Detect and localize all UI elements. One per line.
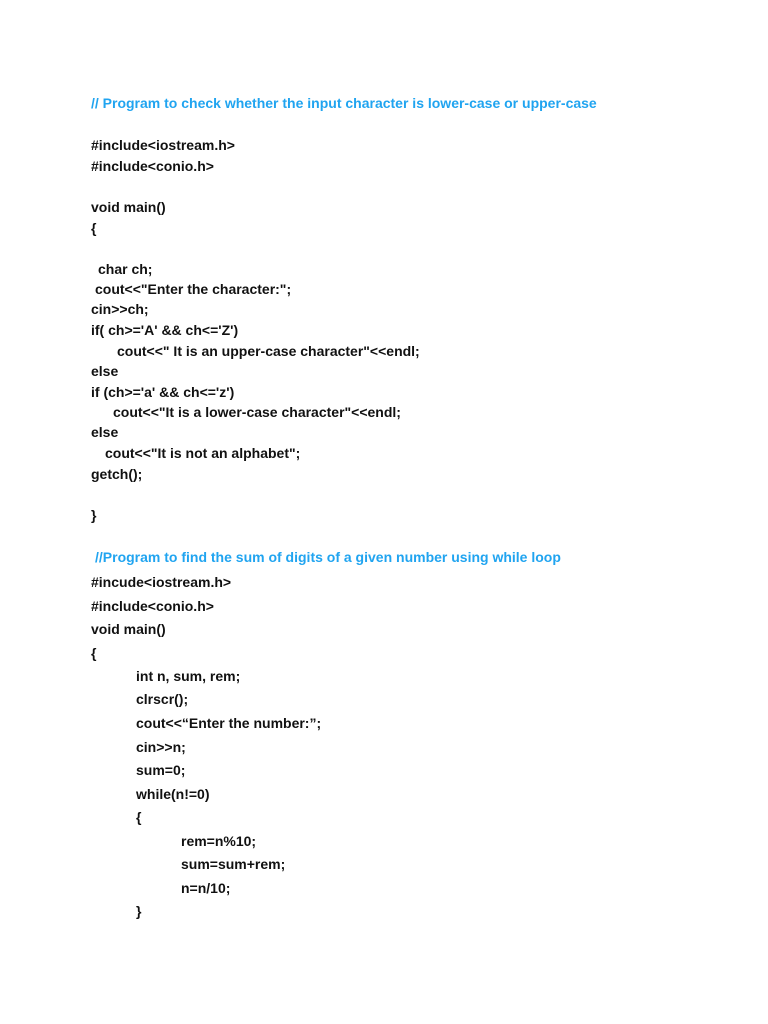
code-line: } — [136, 903, 142, 919]
code-line: sum=0; — [136, 762, 186, 778]
code-line: #include<conio.h> — [91, 158, 214, 174]
code-line: { — [91, 220, 97, 236]
code-line: void main() — [91, 621, 166, 637]
code-line: if (ch>='a' && ch<='z') — [91, 384, 235, 400]
section2-comment: //Program to find the sum of digits of a given number using while loop — [95, 549, 561, 565]
section1-comment: // Program to check whether the input character is lower-case or upper-case — [91, 95, 597, 111]
code-line: cout<<"It is a lower-case character"<<endl; — [113, 404, 401, 420]
code-line: void main() — [91, 199, 166, 215]
code-line: n=n/10; — [181, 880, 231, 896]
code-line: cin>>n; — [136, 739, 186, 755]
code-line: int n, sum, rem; — [136, 668, 241, 684]
code-line: #include<conio.h> — [91, 598, 214, 614]
code-line: { — [136, 809, 142, 825]
code-line: #incude<iostream.h> — [91, 574, 232, 590]
code-line: #include<iostream.h> — [91, 137, 235, 153]
code-line: { — [91, 645, 97, 661]
code-line: clrscr(); — [136, 691, 189, 707]
code-line: sum=sum+rem; — [181, 856, 286, 872]
code-line: char ch; — [98, 261, 153, 277]
code-line: cout<<" It is an upper-case character"<<endl; — [117, 343, 420, 359]
code-line: rem=n%10; — [181, 833, 257, 849]
code-line: cin>>ch; — [91, 301, 149, 317]
code-line: if( ch>='A' && ch<='Z') — [91, 322, 239, 338]
code-line: else — [91, 363, 119, 379]
code-line: getch(); — [91, 466, 143, 482]
code-line: while(n!=0) — [136, 786, 210, 802]
code-line: cout<<"It is not an alphabet"; — [105, 445, 301, 461]
code-line: else — [91, 424, 119, 440]
code-line: cout<<“Enter the number:”; — [136, 715, 322, 731]
code-line: } — [91, 507, 97, 523]
code-line: cout<<"Enter the character:"; — [95, 281, 292, 297]
